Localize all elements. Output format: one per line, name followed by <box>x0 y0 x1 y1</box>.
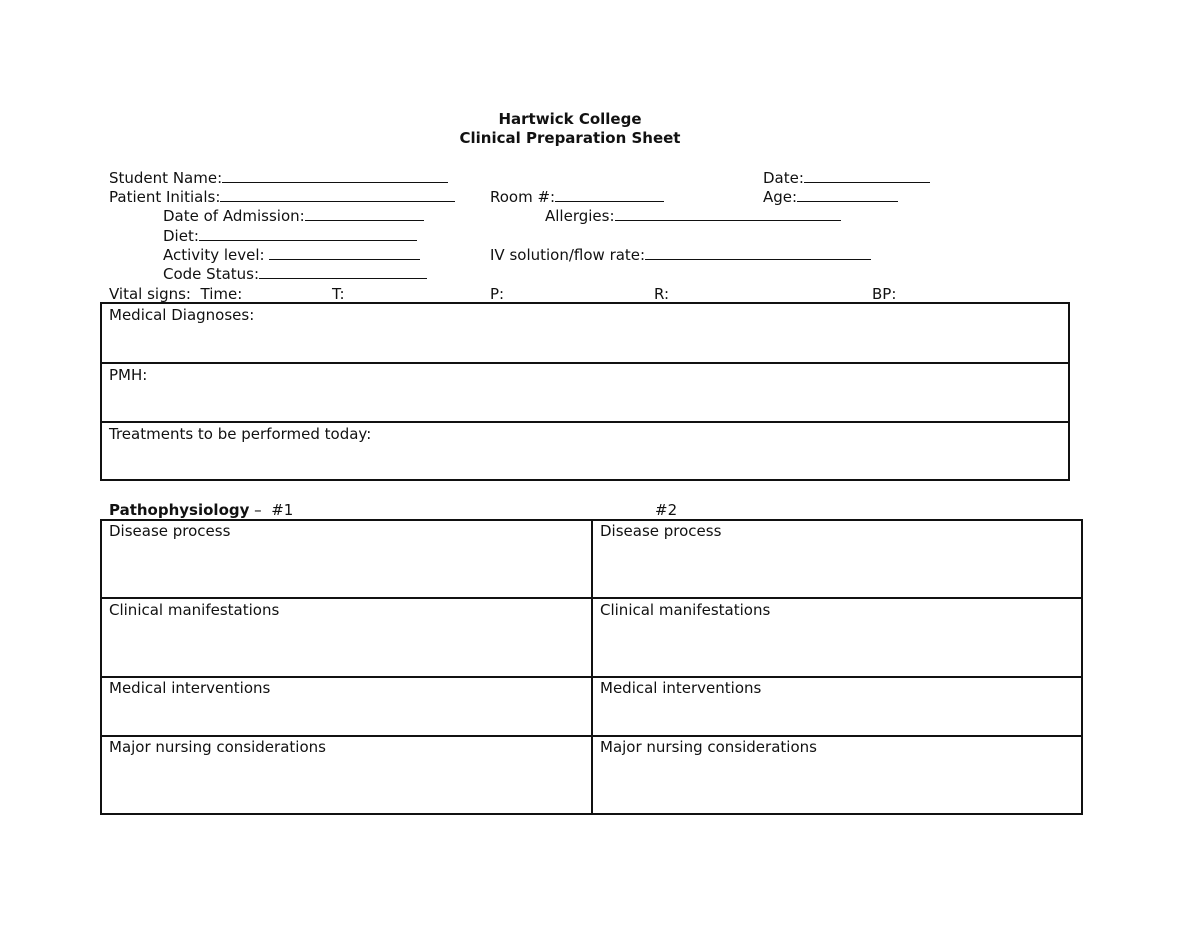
age-blank[interactable] <box>797 188 898 202</box>
college-name: Hartwick College <box>498 110 642 128</box>
pmh-label: PMH: <box>109 366 148 384</box>
sheet-title: Clinical Preparation Sheet <box>459 129 681 147</box>
medical-diagnoses-label: Medical Diagnoses: <box>109 306 255 324</box>
diet-label: Diet: <box>163 227 199 245</box>
clinical-info-table <box>100 302 1070 481</box>
room-label: Room #: <box>490 188 556 206</box>
vital-signs-time-label: Vital signs: Time: <box>109 285 243 303</box>
disease-process-label-1: Disease process <box>109 522 231 540</box>
pathophysiology-heading <box>109 501 293 519</box>
room-blank[interactable] <box>555 188 664 202</box>
date-field <box>763 169 930 187</box>
date-of-admission-label: Date of Admission: <box>163 207 305 225</box>
date-of-admission-field <box>163 207 424 225</box>
disease-process-label-2: Disease process <box>600 522 722 540</box>
medical-interventions-label-2: Medical interventions <box>600 679 762 697</box>
allergies-blank[interactable] <box>615 207 841 221</box>
patient-initials-field <box>109 188 455 206</box>
clinical-manifestations-label-1: Clinical manifestations <box>109 601 280 619</box>
allergies-label: Allergies: <box>545 207 615 225</box>
iv-solution-blank[interactable] <box>645 246 871 260</box>
divider <box>100 597 1083 599</box>
pathophysiology-table <box>100 519 1083 815</box>
code-status-label: Code Status: <box>163 265 260 283</box>
vital-r-label: R: <box>654 285 670 303</box>
pathophysiology-title: Pathophysiology <box>109 501 250 519</box>
divider <box>100 735 1083 737</box>
age-field <box>763 188 898 206</box>
divider <box>100 676 1083 678</box>
vital-p-label: P: <box>490 285 505 303</box>
pathophysiology-number-1: – #1 <box>249 501 294 519</box>
student-name-label: Student Name: <box>109 169 223 187</box>
age-label: Age: <box>763 188 798 206</box>
activity-level-blank[interactable] <box>269 246 420 260</box>
patient-initials-label: Patient Initials: <box>109 188 221 206</box>
code-status-blank[interactable] <box>259 265 427 279</box>
diet-field <box>163 227 417 245</box>
diet-blank[interactable] <box>199 227 417 241</box>
divider <box>100 421 1070 423</box>
patient-initials-blank[interactable] <box>220 188 455 202</box>
allergies-field <box>545 207 841 225</box>
divider <box>100 362 1070 364</box>
date-of-admission-blank[interactable] <box>305 207 424 221</box>
pathophysiology-number-2: #2 <box>655 501 678 519</box>
iv-solution-label: IV solution/flow rate: <box>490 246 646 264</box>
activity-level-field <box>163 246 420 264</box>
code-status-field <box>163 265 427 283</box>
clinical-manifestations-label-2: Clinical manifestations <box>600 601 771 619</box>
date-label: Date: <box>763 169 804 187</box>
vital-t-label: T: <box>332 285 345 303</box>
student-name-blank[interactable] <box>222 169 448 183</box>
major-nursing-considerations-label-2: Major nursing considerations <box>600 738 817 756</box>
major-nursing-considerations-label-1: Major nursing considerations <box>109 738 326 756</box>
iv-solution-field <box>490 246 871 264</box>
student-name-field <box>109 169 448 187</box>
date-blank[interactable] <box>804 169 930 183</box>
medical-interventions-label-1: Medical interventions <box>109 679 271 697</box>
column-divider <box>591 519 593 815</box>
activity-level-label: Activity level: <box>163 246 270 264</box>
vital-bp-label: BP: <box>872 285 897 303</box>
room-field <box>490 188 664 206</box>
treatments-label: Treatments to be performed today: <box>109 425 372 443</box>
